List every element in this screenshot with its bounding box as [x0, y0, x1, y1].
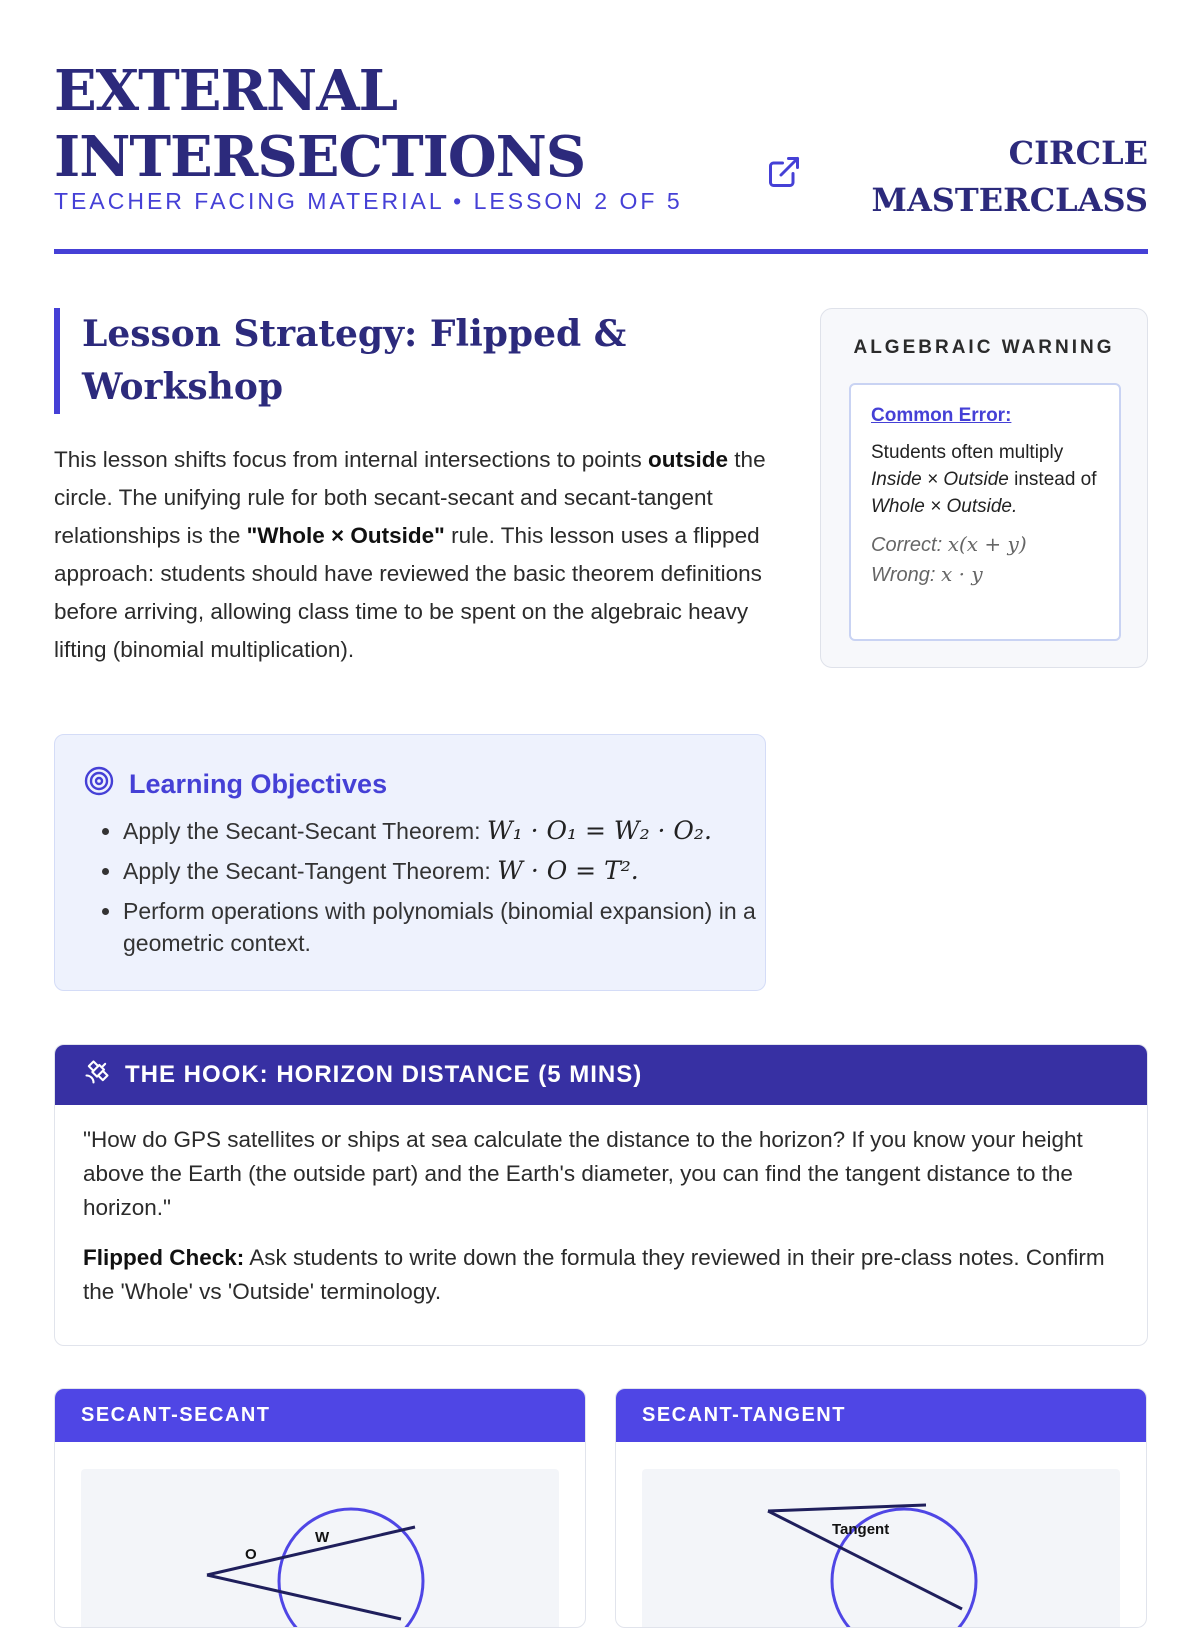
- objectives-header: [83, 765, 387, 804]
- objective-item: [123, 855, 763, 887]
- objective-formula: W₁ · O₁ = W₂ · O₂.: [486, 816, 712, 845]
- algebraic-warning-card: [820, 308, 1148, 668]
- learning-objectives-card: [54, 734, 766, 991]
- correct-wrong-equations: [871, 530, 1099, 590]
- common-error-label: Common Error:: [871, 405, 1012, 426]
- lesson-subtitle: TEACHER FACING MATERIAL • LESSON 2 OF 5: [54, 188, 683, 214]
- flipped-check: [83, 1241, 1119, 1309]
- secant-tangent-card: [615, 1388, 1147, 1628]
- objective-text: Apply the Secant-Tangent Theorem:: [123, 858, 498, 884]
- strategy-title-line-2: Workshop: [82, 366, 284, 408]
- secant-tangent-title: SECANT-TANGENT: [616, 1389, 1146, 1442]
- wrong-math: x · y: [941, 562, 983, 586]
- intro-bold-rule: "Whole × Outside": [246, 523, 445, 548]
- title-line-1: EXTERNAL: [54, 58, 398, 124]
- correct-math: x(x + y): [947, 532, 1027, 556]
- objective-text: Perform operations with polynomials (binomial expansion) in a geometric context.: [123, 898, 756, 956]
- flipped-check-label: Flipped Check:: [83, 1245, 245, 1270]
- wrong-label: Wrong:: [871, 564, 942, 586]
- page-header: [54, 58, 1148, 254]
- secant-secant-diagram: [81, 1469, 559, 1628]
- hook-quote: "How do GPS satellites or ships at sea calculate the distance to the horizon? If you know your height above the Earth (the outside part) and the Earth's diameter, you can find the tangent distance to the horizon.": [83, 1127, 1083, 1220]
- circle: [279, 1509, 423, 1628]
- strategy-title-line-1: Lesson Strategy: Flipped &: [82, 313, 627, 355]
- hook-title: THE HOOK: HORIZON DISTANCE (5 MINS): [125, 1061, 643, 1088]
- secant-line-lower: [207, 1575, 401, 1619]
- error-italic-1: Inside × Outside: [871, 469, 1009, 490]
- objective-formula: W · O = T².: [497, 856, 639, 885]
- external-link-icon[interactable]: [766, 154, 802, 190]
- label-tangent: Tangent: [832, 1521, 890, 1538]
- satellite-icon: [83, 1058, 111, 1093]
- intro-text-1: This lesson shifts focus from internal intersections to points: [54, 447, 642, 472]
- error-text-2: instead of: [1008, 469, 1097, 490]
- objectives-title: Learning Objectives: [129, 769, 388, 799]
- warning-title: ALGEBRAIC WARNING: [853, 337, 1115, 358]
- strategy-heading: [54, 308, 754, 414]
- common-error-text: [871, 439, 1099, 520]
- objective-text: Apply the Secant-Secant Theorem:: [123, 818, 487, 844]
- brand-name: [872, 130, 1148, 224]
- correct-label: Correct:: [871, 534, 948, 556]
- secant-secant-card: [54, 1388, 586, 1628]
- title-line-2: INTERSECTIONS: [54, 124, 586, 190]
- strategy-intro: [54, 441, 766, 669]
- objectives-list: [95, 815, 763, 967]
- brand-line-2: MASTERCLASS: [871, 181, 1148, 219]
- brand-line-1: CIRCLE: [1008, 134, 1148, 172]
- secant-line-upper: [207, 1527, 415, 1575]
- intro-text-3: rule. This lesson uses a flipped approach: students should have reviewed the basic theorem definitions before arriving, allowing class time to be spent on the algebraic heavy lifting (binomial multiplication).: [54, 523, 762, 662]
- target-icon: [83, 765, 115, 804]
- strategy-title: [82, 308, 754, 414]
- wrong-equation: [871, 560, 1099, 590]
- intro-bold-outside: outside: [648, 447, 729, 472]
- secant-secant-title: SECANT-SECANT: [55, 1389, 585, 1442]
- page-title: [54, 58, 585, 190]
- flipped-check-text: Ask students to write down the formula they reviewed in their pre-class notes. Confirm the 'Whole' vs 'Outside' terminology.: [83, 1245, 1105, 1304]
- label-outside: O: [245, 1546, 257, 1563]
- objective-item: [123, 815, 763, 847]
- common-error-box: [849, 383, 1121, 641]
- label-whole: W: [315, 1529, 330, 1546]
- error-italic-2: Whole × Outside.: [871, 496, 1018, 517]
- correct-equation: [871, 530, 1099, 560]
- error-text-1: Students often multiply: [871, 442, 1064, 463]
- hook-card: [54, 1044, 1148, 1346]
- hook-header: [55, 1045, 1147, 1105]
- secant-tangent-diagram: [642, 1469, 1120, 1628]
- intro-text-2: the circle. The unifying rule for both secant-secant and secant-tangent relationships is the: [54, 447, 766, 548]
- objective-item: [123, 895, 763, 959]
